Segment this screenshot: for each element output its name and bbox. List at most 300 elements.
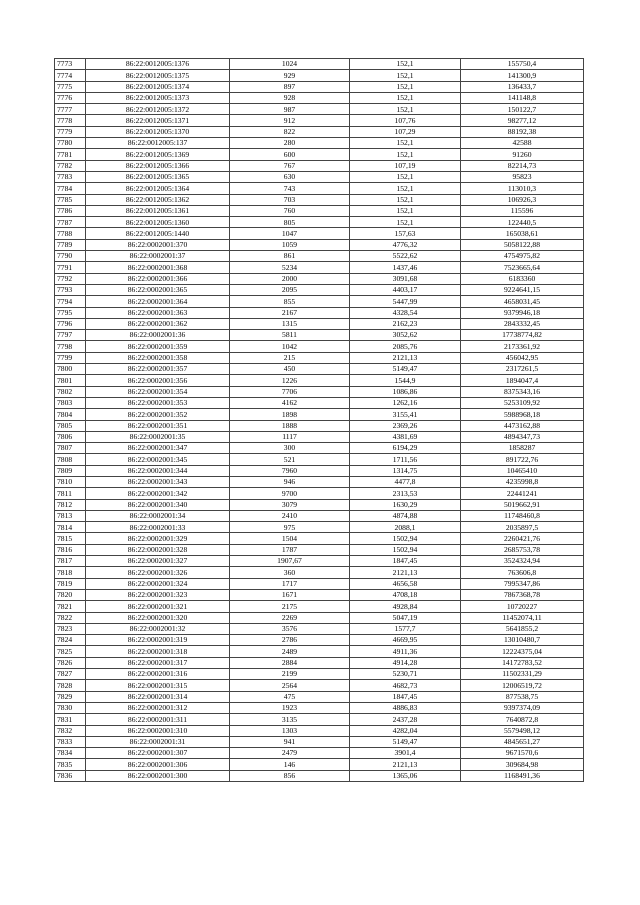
row-number-cell: 7830 [55, 702, 86, 713]
cadastral-number-cell: 86:22:0002001:307 [86, 748, 230, 759]
row-number-cell: 7777 [55, 104, 86, 115]
area-cell: 475 [230, 691, 350, 702]
area-cell: 521 [230, 454, 350, 465]
table-row [55, 194, 584, 205]
row-number-cell: 7822 [55, 612, 86, 623]
table-row [55, 262, 584, 273]
area-cell: 1042 [230, 341, 350, 352]
cadastral-number-cell: 86:22:0002001:324 [86, 578, 230, 589]
cadastral-number-cell: 86:22:0002001:319 [86, 635, 230, 646]
specific-value-cell: 2162,23 [350, 318, 461, 329]
row-number-cell: 7808 [55, 454, 86, 465]
table-row [55, 646, 584, 657]
cadastral-value-cell: 11452074,11 [461, 612, 584, 623]
cadastral-number-cell: 86:22:0002001:32 [86, 623, 230, 634]
table-row [55, 443, 584, 454]
area-cell: 1907,67 [230, 556, 350, 567]
table-row [55, 330, 584, 341]
row-number-cell: 7821 [55, 601, 86, 612]
area-cell: 1923 [230, 702, 350, 713]
area-cell: 912 [230, 115, 350, 126]
specific-value-cell: 2437,28 [350, 714, 461, 725]
specific-value-cell: 4403,17 [350, 284, 461, 295]
table-row [55, 725, 584, 736]
cadastral-value-cell: 7995347,86 [461, 578, 584, 589]
cadastral-value-cell: 1894047,4 [461, 375, 584, 386]
specific-value-cell: 5230,71 [350, 669, 461, 680]
cadastral-number-cell: 86:22:0002001:318 [86, 646, 230, 657]
area-cell: 2479 [230, 748, 350, 759]
cadastral-number-cell: 86:22:0002001:366 [86, 273, 230, 284]
row-number-cell: 7817 [55, 556, 86, 567]
row-number-cell: 7814 [55, 522, 86, 533]
area-cell: 1504 [230, 533, 350, 544]
cadastral-number-cell: 86:22:0002001:311 [86, 714, 230, 725]
row-number-cell: 7812 [55, 499, 86, 510]
table-row [55, 680, 584, 691]
specific-value-cell: 2121,13 [350, 567, 461, 578]
specific-value-cell: 4708,18 [350, 589, 461, 600]
table-row [55, 510, 584, 521]
table-row [55, 341, 584, 352]
row-number-cell: 7800 [55, 364, 86, 375]
table-row [55, 115, 584, 126]
specific-value-cell: 2085,76 [350, 341, 461, 352]
cadastral-number-cell: 86:22:0002001:363 [86, 307, 230, 318]
cadastral-value-cell: 7867368,78 [461, 589, 584, 600]
table-row [55, 544, 584, 555]
area-cell: 280 [230, 138, 350, 149]
area-cell: 2489 [230, 646, 350, 657]
row-number-cell: 7780 [55, 138, 86, 149]
cadastral-number-cell: 86:22:0012005:1366 [86, 160, 230, 171]
cadastral-number-cell: 86:22:0002001:315 [86, 680, 230, 691]
cadastral-value-cell: 95823 [461, 171, 584, 182]
cadastral-value-cell: 4235998,8 [461, 476, 584, 487]
cadastral-value-cell: 6183360 [461, 273, 584, 284]
cadastral-value-cell: 12224375,04 [461, 646, 584, 657]
row-number-cell: 7801 [55, 375, 86, 386]
cadastral-value-cell: 1168491,36 [461, 770, 584, 781]
area-cell: 630 [230, 171, 350, 182]
cadastral-value-cell: 5253109,92 [461, 397, 584, 408]
table-row [55, 770, 584, 781]
cadastral-number-cell: 86:22:0002001:356 [86, 375, 230, 386]
cadastral-number-cell: 86:22:0002001:364 [86, 296, 230, 307]
row-number-cell: 7799 [55, 352, 86, 363]
specific-value-cell: 2369,26 [350, 420, 461, 431]
cadastral-value-cell: 7640872,8 [461, 714, 584, 725]
specific-value-cell: 3155,41 [350, 409, 461, 420]
cadastral-number-cell: 86:22:0012005:1374 [86, 81, 230, 92]
cadastral-number-cell: 86:22:0012005:1361 [86, 205, 230, 216]
row-number-cell: 7796 [55, 318, 86, 329]
row-number-cell: 7798 [55, 341, 86, 352]
row-number-cell: 7795 [55, 307, 86, 318]
specific-value-cell: 1365,06 [350, 770, 461, 781]
specific-value-cell: 1544,9 [350, 375, 461, 386]
cadastral-number-cell: 86:22:0002001:321 [86, 601, 230, 612]
table-row [55, 307, 584, 318]
specific-value-cell: 5522,62 [350, 251, 461, 262]
specific-value-cell: 107,29 [350, 126, 461, 137]
cadastral-value-cell: 98277,12 [461, 115, 584, 126]
row-number-cell: 7815 [55, 533, 86, 544]
row-number-cell: 7813 [55, 510, 86, 521]
specific-value-cell: 5149,47 [350, 364, 461, 375]
cadastral-number-cell: 86:22:0002001:312 [86, 702, 230, 713]
specific-value-cell: 5047,19 [350, 612, 461, 623]
cadastral-number-cell: 86:22:0012005:137 [86, 138, 230, 149]
cadastral-number-cell: 86:22:0002001:357 [86, 364, 230, 375]
cadastral-number-cell: 86:22:0002001:326 [86, 567, 230, 578]
cadastral-value-cell: 8375343,16 [461, 386, 584, 397]
specific-value-cell: 4874,88 [350, 510, 461, 521]
area-cell: 760 [230, 205, 350, 216]
row-number-cell: 7797 [55, 330, 86, 341]
specific-value-cell: 152,1 [350, 171, 461, 182]
specific-value-cell: 1262,16 [350, 397, 461, 408]
cadastral-number-cell: 86:22:0002001:36 [86, 330, 230, 341]
cadastral-value-cell: 4894347,73 [461, 431, 584, 442]
cadastral-value-cell: 22441241 [461, 488, 584, 499]
row-number-cell: 7807 [55, 443, 86, 454]
cadastral-number-cell: 86:22:0002001:323 [86, 589, 230, 600]
specific-value-cell: 152,1 [350, 138, 461, 149]
table-body [55, 59, 584, 782]
area-cell: 600 [230, 149, 350, 160]
cadastral-number-cell: 86:22:0012005:1369 [86, 149, 230, 160]
table-row [55, 465, 584, 476]
table-row [55, 397, 584, 408]
cadastral-number-cell: 86:22:0002001:347 [86, 443, 230, 454]
cadastral-number-cell: 86:22:0002001:351 [86, 420, 230, 431]
row-number-cell: 7828 [55, 680, 86, 691]
specific-value-cell: 4928,84 [350, 601, 461, 612]
area-cell: 1226 [230, 375, 350, 386]
cadastral-value-cell: 88192,38 [461, 126, 584, 137]
table-row [55, 183, 584, 194]
table-row [55, 657, 584, 668]
specific-value-cell: 2313,53 [350, 488, 461, 499]
row-number-cell: 7781 [55, 149, 86, 160]
specific-value-cell: 1630,29 [350, 499, 461, 510]
table-row [55, 239, 584, 250]
cadastral-number-cell: 86:22:0002001:320 [86, 612, 230, 623]
cadastral-value-cell: 4754975,82 [461, 251, 584, 262]
specific-value-cell: 152,1 [350, 217, 461, 228]
area-cell: 1059 [230, 239, 350, 250]
specific-value-cell: 5447,99 [350, 296, 461, 307]
cadastral-value-cell: 115596 [461, 205, 584, 216]
area-cell: 2199 [230, 669, 350, 680]
row-number-cell: 7793 [55, 284, 86, 295]
table-row [55, 251, 584, 262]
specific-value-cell: 4682,73 [350, 680, 461, 691]
row-number-cell: 7816 [55, 544, 86, 555]
area-cell: 767 [230, 160, 350, 171]
area-cell: 941 [230, 736, 350, 747]
cadastral-value-cell: 10465410 [461, 465, 584, 476]
cadastral-number-cell: 86:22:0002001:352 [86, 409, 230, 420]
table-row [55, 567, 584, 578]
area-cell: 1315 [230, 318, 350, 329]
area-cell: 2167 [230, 307, 350, 318]
cadastral-number-cell: 86:22:0002001:300 [86, 770, 230, 781]
specific-value-cell: 1086,86 [350, 386, 461, 397]
row-number-cell: 7818 [55, 567, 86, 578]
row-number-cell: 7787 [55, 217, 86, 228]
cadastral-value-cell: 763606,8 [461, 567, 584, 578]
cadastral-value-cell: 11502331,29 [461, 669, 584, 680]
specific-value-cell: 1577,7 [350, 623, 461, 634]
specific-value-cell: 3052,62 [350, 330, 461, 341]
specific-value-cell: 1711,56 [350, 454, 461, 465]
cadastral-number-cell: 86:22:0002001:345 [86, 454, 230, 465]
area-cell: 743 [230, 183, 350, 194]
cadastral-number-cell: 86:22:0012005:1371 [86, 115, 230, 126]
table-row [55, 748, 584, 759]
cadastral-value-cell: 7523665,64 [461, 262, 584, 273]
table-row [55, 205, 584, 216]
cadastral-value-cell: 4845651,27 [461, 736, 584, 747]
cadastral-number-cell: 86:22:0002001:327 [86, 556, 230, 567]
row-number-cell: 7775 [55, 81, 86, 92]
specific-value-cell: 152,1 [350, 92, 461, 103]
specific-value-cell: 4477,8 [350, 476, 461, 487]
area-cell: 9700 [230, 488, 350, 499]
specific-value-cell: 1314,75 [350, 465, 461, 476]
specific-value-cell: 152,1 [350, 149, 461, 160]
cadastral-value-cell: 4473162,88 [461, 420, 584, 431]
cadastral-value-cell: 165038,61 [461, 228, 584, 239]
specific-value-cell: 4886,83 [350, 702, 461, 713]
table-row [55, 160, 584, 171]
area-cell: 450 [230, 364, 350, 375]
area-cell: 946 [230, 476, 350, 487]
area-cell: 928 [230, 92, 350, 103]
row-number-cell: 7826 [55, 657, 86, 668]
row-number-cell: 7783 [55, 171, 86, 182]
area-cell: 4162 [230, 397, 350, 408]
cadastral-value-cell: 2035897,5 [461, 522, 584, 533]
area-cell: 2884 [230, 657, 350, 668]
cadastral-value-cell: 11748460,8 [461, 510, 584, 521]
area-cell: 861 [230, 251, 350, 262]
row-number-cell: 7779 [55, 126, 86, 137]
specific-value-cell: 4381,69 [350, 431, 461, 442]
cadastral-number-cell: 86:22:0002001:310 [86, 725, 230, 736]
area-cell: 987 [230, 104, 350, 115]
area-cell: 7706 [230, 386, 350, 397]
table-row [55, 499, 584, 510]
cadastral-value-cell: 456042,95 [461, 352, 584, 363]
cadastral-number-cell: 86:22:0012005:1376 [86, 59, 230, 70]
cadastral-number-cell: 86:22:0012005:1360 [86, 217, 230, 228]
row-number-cell: 7789 [55, 239, 86, 250]
cadastral-value-cell: 9379946,18 [461, 307, 584, 318]
table-row [55, 759, 584, 770]
cadastral-value-cell: 82214,73 [461, 160, 584, 171]
table-row [55, 431, 584, 442]
table-row [55, 669, 584, 680]
cadastral-number-cell: 86:22:0002001:314 [86, 691, 230, 702]
cadastral-value-table [54, 58, 584, 782]
table-row [55, 691, 584, 702]
cadastral-number-cell: 86:22:0012005:1364 [86, 183, 230, 194]
row-number-cell: 7829 [55, 691, 86, 702]
table-row [55, 533, 584, 544]
row-number-cell: 7803 [55, 397, 86, 408]
area-cell: 146 [230, 759, 350, 770]
cadastral-value-cell: 5641855,2 [461, 623, 584, 634]
area-cell: 855 [230, 296, 350, 307]
area-cell: 975 [230, 522, 350, 533]
specific-value-cell: 152,1 [350, 104, 461, 115]
row-number-cell: 7810 [55, 476, 86, 487]
row-number-cell: 7788 [55, 228, 86, 239]
cadastral-number-cell: 86:22:0002001:354 [86, 386, 230, 397]
table-row [55, 488, 584, 499]
cadastral-value-cell: 122440,5 [461, 217, 584, 228]
cadastral-number-cell: 86:22:0002001:353 [86, 397, 230, 408]
area-cell: 1117 [230, 431, 350, 442]
cadastral-value-cell: 2685753,78 [461, 544, 584, 555]
cadastral-value-cell: 136433,7 [461, 81, 584, 92]
table-row [55, 375, 584, 386]
table-row [55, 702, 584, 713]
area-cell: 1024 [230, 59, 350, 70]
cadastral-value-cell: 309684,98 [461, 759, 584, 770]
cadastral-value-cell: 9671570,6 [461, 748, 584, 759]
row-number-cell: 7819 [55, 578, 86, 589]
specific-value-cell: 3091,68 [350, 273, 461, 284]
cadastral-number-cell: 86:22:0002001:317 [86, 657, 230, 668]
cadastral-value-cell: 9397374,09 [461, 702, 584, 713]
cadastral-value-cell: 141148,8 [461, 92, 584, 103]
area-cell: 2095 [230, 284, 350, 295]
row-number-cell: 7833 [55, 736, 86, 747]
cadastral-value-cell: 10720227 [461, 601, 584, 612]
table-row [55, 138, 584, 149]
row-number-cell: 7805 [55, 420, 86, 431]
row-number-cell: 7825 [55, 646, 86, 657]
cadastral-value-cell: 5988968,18 [461, 409, 584, 420]
row-number-cell: 7835 [55, 759, 86, 770]
area-cell: 7960 [230, 465, 350, 476]
table-row [55, 578, 584, 589]
table-row [55, 454, 584, 465]
cadastral-value-cell: 12006519,72 [461, 680, 584, 691]
area-cell: 3576 [230, 623, 350, 634]
table-row [55, 217, 584, 228]
row-number-cell: 7823 [55, 623, 86, 634]
area-cell: 3135 [230, 714, 350, 725]
row-number-cell: 7790 [55, 251, 86, 262]
cadastral-number-cell: 86:22:0012005:1440 [86, 228, 230, 239]
specific-value-cell: 152,1 [350, 70, 461, 81]
row-number-cell: 7834 [55, 748, 86, 759]
table-row [55, 70, 584, 81]
area-cell: 5811 [230, 330, 350, 341]
cadastral-number-cell: 86:22:0002001:344 [86, 465, 230, 476]
table-row [55, 364, 584, 375]
area-cell: 5234 [230, 262, 350, 273]
specific-value-cell: 1437,46 [350, 262, 461, 273]
table-row [55, 623, 584, 634]
specific-value-cell: 4776,32 [350, 239, 461, 250]
cadastral-value-cell: 17738774,82 [461, 330, 584, 341]
specific-value-cell: 1847,45 [350, 691, 461, 702]
table-row [55, 284, 584, 295]
cadastral-value-cell: 113010,3 [461, 183, 584, 194]
row-number-cell: 7809 [55, 465, 86, 476]
table-row [55, 59, 584, 70]
cadastral-value-cell: 891722,76 [461, 454, 584, 465]
row-number-cell: 7773 [55, 59, 86, 70]
row-number-cell: 7827 [55, 669, 86, 680]
table-row [55, 296, 584, 307]
cadastral-number-cell: 86:22:0002001:359 [86, 341, 230, 352]
table-row [55, 601, 584, 612]
cadastral-value-cell: 141300,9 [461, 70, 584, 81]
specific-value-cell: 4282,04 [350, 725, 461, 736]
table-row [55, 714, 584, 725]
row-number-cell: 7820 [55, 589, 86, 600]
row-number-cell: 7776 [55, 92, 86, 103]
row-number-cell: 7811 [55, 488, 86, 499]
area-cell: 215 [230, 352, 350, 363]
cadastral-number-cell: 86:22:0002001:329 [86, 533, 230, 544]
area-cell: 2410 [230, 510, 350, 521]
cadastral-number-cell: 86:22:0012005:1362 [86, 194, 230, 205]
table-row [55, 273, 584, 284]
area-cell: 856 [230, 770, 350, 781]
cadastral-number-cell: 86:22:0002001:34 [86, 510, 230, 521]
cadastral-number-cell: 86:22:0002001:342 [86, 488, 230, 499]
table-row [55, 228, 584, 239]
row-number-cell: 7832 [55, 725, 86, 736]
cadastral-value-cell: 3524324,94 [461, 556, 584, 567]
cadastral-number-cell: 86:22:0002001:316 [86, 669, 230, 680]
cadastral-value-cell: 13010480,7 [461, 635, 584, 646]
specific-value-cell: 4328,54 [350, 307, 461, 318]
cadastral-number-cell: 86:22:0002001:358 [86, 352, 230, 363]
row-number-cell: 7785 [55, 194, 86, 205]
row-number-cell: 7831 [55, 714, 86, 725]
cadastral-value-cell: 42588 [461, 138, 584, 149]
table-row [55, 104, 584, 115]
area-cell: 2269 [230, 612, 350, 623]
specific-value-cell: 152,1 [350, 59, 461, 70]
table-row [55, 149, 584, 160]
row-number-cell: 7774 [55, 70, 86, 81]
area-cell: 1303 [230, 725, 350, 736]
cadastral-value-cell: 2317261,5 [461, 364, 584, 375]
table-row [55, 171, 584, 182]
row-number-cell: 7804 [55, 409, 86, 420]
specific-value-cell: 2121,13 [350, 759, 461, 770]
area-cell: 805 [230, 217, 350, 228]
row-number-cell: 7792 [55, 273, 86, 284]
cadastral-number-cell: 86:22:0002001:35 [86, 431, 230, 442]
table-row [55, 318, 584, 329]
cadastral-number-cell: 86:22:0002001:31 [86, 736, 230, 747]
table-row [55, 612, 584, 623]
area-cell: 929 [230, 70, 350, 81]
table-row [55, 352, 584, 363]
cadastral-number-cell: 86:22:0002001:33 [86, 522, 230, 533]
